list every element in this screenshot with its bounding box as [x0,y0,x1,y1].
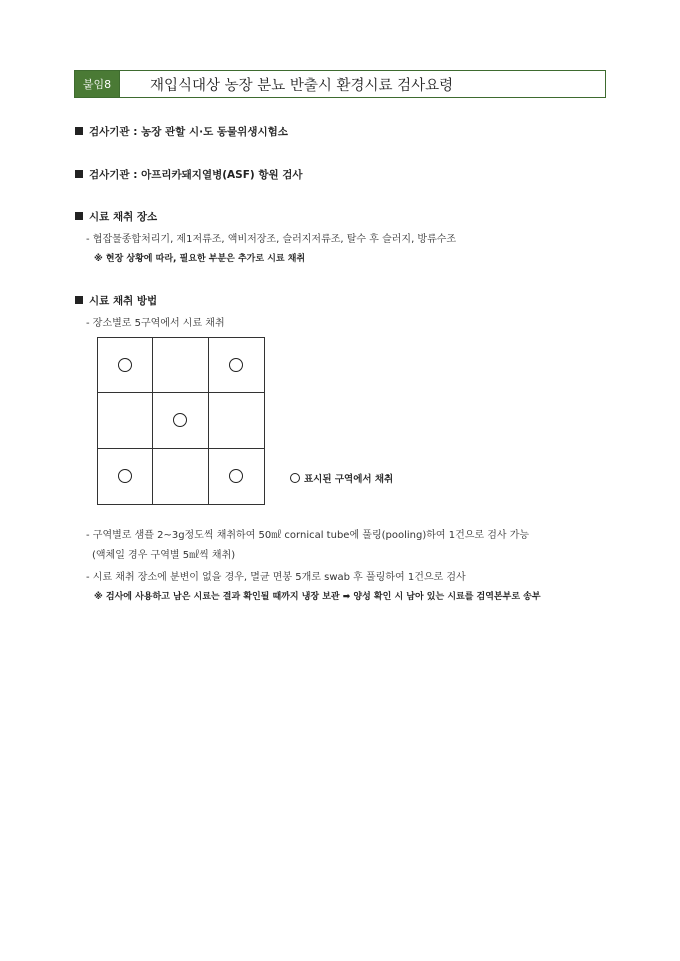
grid-cell [98,449,153,504]
circle-marker-icon [229,469,243,483]
attachment-badge: 붙임8 [75,71,120,97]
square-bullet-icon [75,212,83,220]
sampling-zone-grid [97,337,265,505]
sampling-method-item: - 장소별로 5구역에서 시료 채취 [86,318,225,329]
circle-marker-icon [118,358,132,372]
circle-marker-icon [290,473,300,483]
circle-marker-icon [118,469,132,483]
circle-marker-icon [229,358,243,372]
document-header [74,70,606,98]
grid-cell [209,338,264,393]
square-bullet-icon [75,127,83,135]
sampling-method-item: - 구역별로 샘플 2~3g정도씩 채취하여 50㎖ cornical tube에 풀링(pooling)하여 1건으로 검사 가능 [86,530,530,541]
circle-marker-icon [173,413,187,427]
grid-cell [98,393,153,448]
sampling-method-item: - 시료 채취 장소에 분변이 없을 경우, 멸균 면봉 5개로 swab 후 풀링하여 1건으로 검사 [86,572,466,583]
sampling-method-item: (액체일 경우 구역별 5㎖씩 채취) [92,550,236,561]
section-heading-sampling-location: 시료 채취 장소 [75,209,157,224]
grid-cell [98,338,153,393]
section-heading-inspection-agency: 검사기관 : 농장 관할 시·도 동물위생시험소 [75,124,288,139]
square-bullet-icon [75,296,83,304]
sampling-location-note: ※ 현장 상황에 따라, 필요한 부분은 추가로 시료 채취 [94,254,306,264]
grid-legend: 표시된 구역에서 채취 [290,471,393,485]
section-heading-sampling-method: 시료 채취 방법 [75,293,157,308]
sampling-method-note: ※ 검사에 사용하고 남은 시료는 결과 확인될 때까지 냉장 보관 ➡ 양성 확인 시 남아 있는 시료를 검역본부로 송부 [94,592,541,602]
section-heading-inspection-type: 검사기관 : 아프리카돼지열병(ASF) 항원 검사 [75,167,303,182]
sampling-location-list: - 협잡물종합처리기, 제1저류조, 액비저장조, 슬러지저류조, 탈수 후 슬러지, 방류수조 [86,234,457,245]
grid-cell [209,449,264,504]
grid-cell [153,393,208,448]
grid-cell [153,338,208,393]
grid-cell [153,449,208,504]
grid-cell [209,393,264,448]
document-title: 재입식대상 농장 분뇨 반출시 환경시료 검사요령 [150,77,454,94]
square-bullet-icon [75,170,83,178]
